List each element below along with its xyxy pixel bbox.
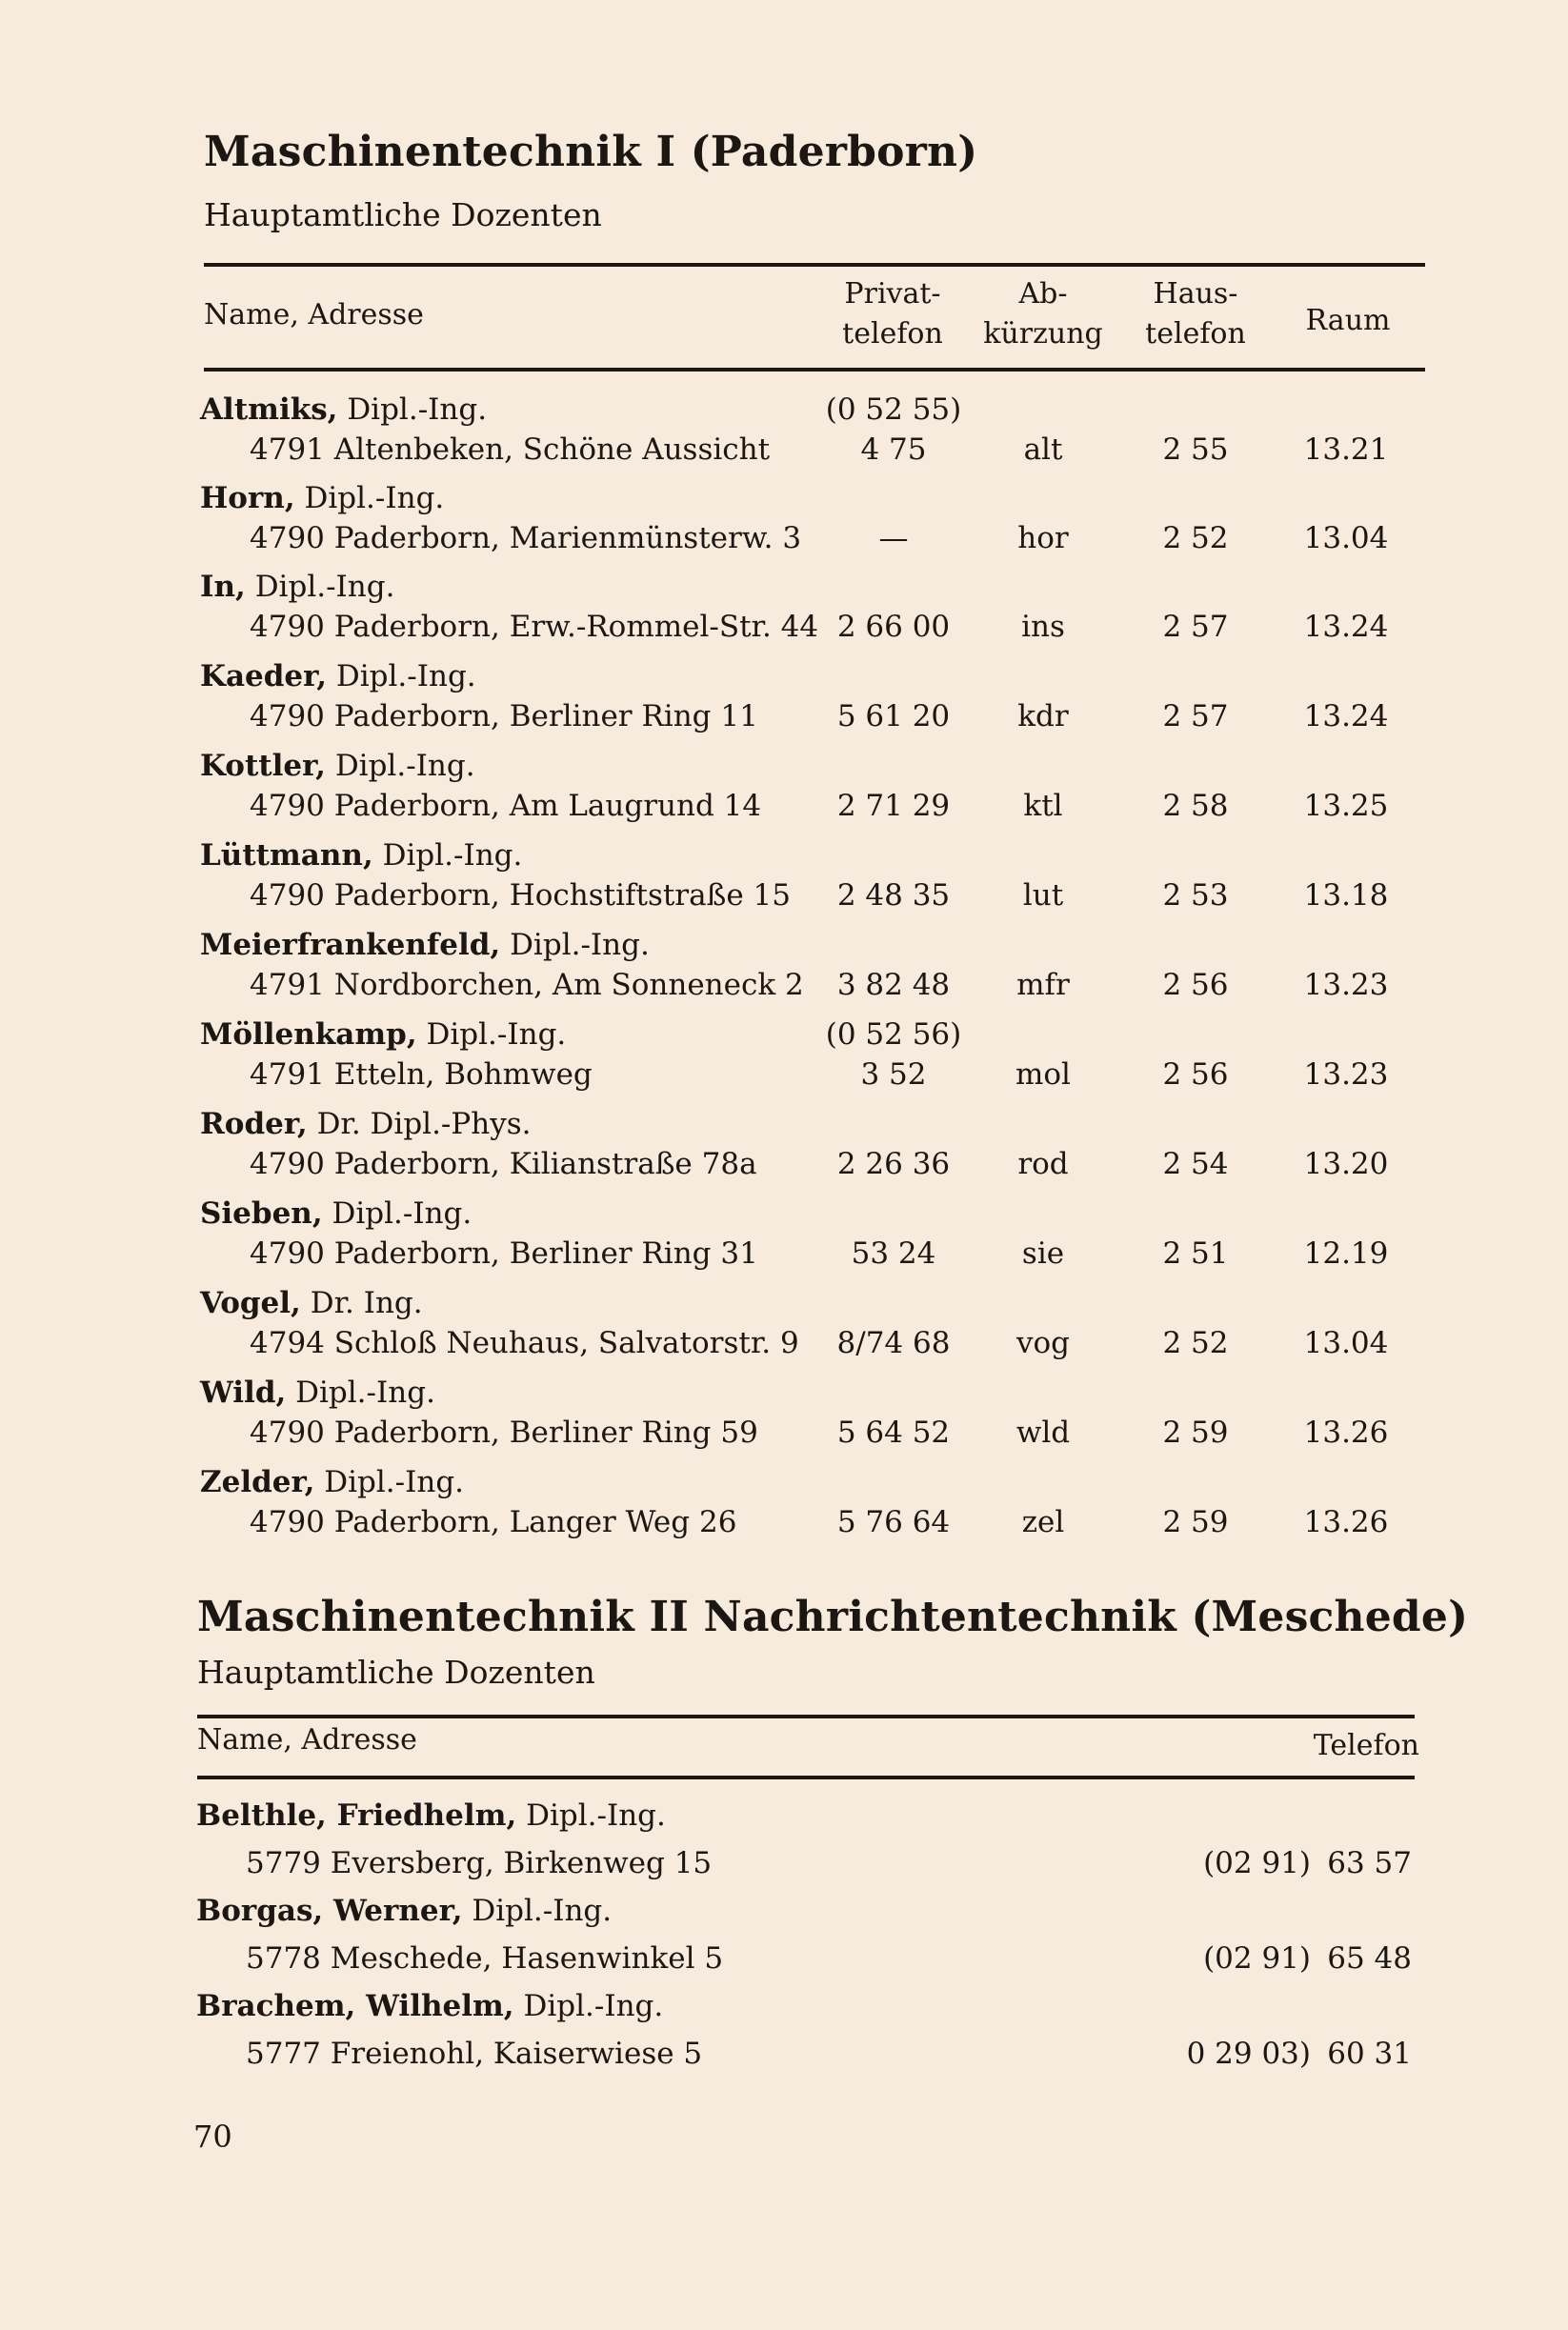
area-code: (0 52 55) xyxy=(825,392,962,427)
header-name-address: Name, Adresse xyxy=(204,298,424,331)
phone: 65 48 xyxy=(1327,1941,1412,1976)
table-row xyxy=(0,1465,1568,1555)
person-title: Dipl.-Ing. xyxy=(526,1798,666,1833)
table-row xyxy=(0,1196,1568,1286)
private-phone: 53 24 xyxy=(851,1236,936,1271)
private-phone: 2 48 35 xyxy=(836,878,951,913)
room: 13.26 xyxy=(1303,1416,1389,1450)
house-phone: 2 51 xyxy=(1162,1236,1229,1271)
abbreviation: mfr xyxy=(1016,968,1070,1002)
header-abk-2: kürzung xyxy=(983,317,1103,351)
house-phone: 2 53 xyxy=(1162,878,1229,913)
name-line xyxy=(200,1465,464,1499)
person-address: 4790 Paderborn, Hochstiftstraße 15 xyxy=(250,878,791,913)
name-line xyxy=(200,838,522,873)
name-line xyxy=(200,749,475,783)
section2-header-name-address: Name, Adresse xyxy=(197,1723,417,1757)
name-line xyxy=(200,659,476,693)
section2-title: Maschinentechnik II Nachrichtentechnik (Meschede) xyxy=(197,1593,1469,1641)
section1-header-rule xyxy=(204,368,1425,372)
person-name: Vogel, xyxy=(200,1286,301,1320)
abbreviation: rod xyxy=(1017,1147,1069,1181)
person-name: Roder, xyxy=(200,1107,308,1141)
person-address: 5779 Eversberg, Birkenweg 15 xyxy=(246,1846,713,1880)
name-line xyxy=(200,392,487,427)
person-title: Dipl.-Ing. xyxy=(324,1465,465,1499)
room: 13.20 xyxy=(1303,1147,1389,1181)
abbreviation: alt xyxy=(1023,432,1063,467)
person-title: Dipl.-Ing. xyxy=(254,570,395,604)
house-phone: 2 57 xyxy=(1162,610,1229,644)
name-line xyxy=(200,928,650,962)
name-line xyxy=(200,1196,472,1231)
house-phone: 2 55 xyxy=(1162,432,1229,467)
private-phone: 5 64 52 xyxy=(836,1416,951,1450)
person-name: Altmiks, xyxy=(200,392,338,427)
person-name: Brachem, Wilhelm, xyxy=(196,1989,514,2023)
room: 13.04 xyxy=(1303,521,1389,555)
name-line xyxy=(196,1989,663,2023)
private-phone: 2 71 29 xyxy=(836,789,951,823)
person-name: Zelder, xyxy=(200,1465,315,1499)
room: 12.19 xyxy=(1303,1236,1389,1271)
name-line xyxy=(200,1107,532,1141)
page-number: 70 xyxy=(193,2119,232,2155)
table-row xyxy=(0,1989,1568,2079)
abbreviation: wld xyxy=(1015,1416,1071,1450)
house-phone: 2 54 xyxy=(1162,1147,1229,1181)
table-row xyxy=(0,1376,1568,1465)
house-phone: 2 56 xyxy=(1162,1057,1229,1092)
person-name: Kaeder, xyxy=(200,659,328,693)
room: 13.23 xyxy=(1303,968,1389,1002)
person-name: Kottler, xyxy=(200,749,326,783)
person-title: Dipl.-Ing. xyxy=(347,392,488,427)
house-phone: 2 59 xyxy=(1162,1505,1229,1539)
person-address: 4790 Paderborn, Berliner Ring 11 xyxy=(250,699,758,733)
abbreviation: mol xyxy=(1015,1057,1071,1092)
person-address: 4791 Altenbeken, Schöne Aussicht xyxy=(250,432,771,467)
name-line xyxy=(196,1894,612,1928)
section2-header-phone: Telefon xyxy=(1313,1729,1419,1762)
abbreviation: vog xyxy=(1015,1326,1071,1360)
header-abk-1: Ab- xyxy=(1018,277,1068,311)
abbreviation: lut xyxy=(1022,878,1064,913)
person-title: Dipl.-Ing. xyxy=(295,1376,435,1410)
abbreviation: ins xyxy=(1021,610,1065,644)
house-phone: 2 52 xyxy=(1162,1326,1229,1360)
person-address: 4790 Paderborn, Kilianstraße 78a xyxy=(250,1147,757,1181)
person-title: Dipl.-Ing. xyxy=(334,749,475,783)
section2-header-rule xyxy=(197,1776,1415,1779)
person-title: Dipl.-Ing. xyxy=(472,1894,613,1928)
section2-top-rule xyxy=(197,1715,1415,1718)
person-address: 4790 Paderborn, Marienmünsterw. 3 xyxy=(250,521,802,555)
house-phone: 2 59 xyxy=(1162,1416,1229,1450)
person-title: Dr. Dipl.-Phys. xyxy=(316,1107,532,1141)
section2-subtitle: Hauptamtliche Dozenten xyxy=(197,1654,595,1691)
person-name: Borgas, Werner, xyxy=(196,1894,463,1928)
private-phone: 5 76 64 xyxy=(836,1505,951,1539)
person-name: Lüttmann, xyxy=(200,838,373,873)
table-row xyxy=(0,1286,1568,1376)
name-line xyxy=(200,481,444,515)
section1-top-rule xyxy=(204,263,1425,267)
person-address: 5777 Freienohl, Kaiserwiese 5 xyxy=(246,2037,703,2071)
house-phone: 2 57 xyxy=(1162,699,1229,733)
private-phone: 3 82 48 xyxy=(836,968,951,1002)
person-title: Dipl.-Ing. xyxy=(335,659,476,693)
room: 13.26 xyxy=(1303,1505,1389,1539)
private-phone: 8/74 68 xyxy=(836,1326,951,1360)
abbreviation: kdr xyxy=(1017,699,1069,733)
room: 13.24 xyxy=(1303,610,1389,644)
private-phone: 4 75 xyxy=(860,432,927,467)
room: 13.18 xyxy=(1303,878,1389,913)
table-row xyxy=(0,1798,1568,1888)
table-row xyxy=(0,1017,1568,1107)
person-name: Wild, xyxy=(200,1376,287,1410)
person-name: Meierfrankenfeld, xyxy=(200,928,501,962)
private-phone: 5 61 20 xyxy=(836,699,951,733)
name-line xyxy=(200,1376,435,1410)
abbreviation: sie xyxy=(1021,1236,1065,1271)
header-haus-2: telefon xyxy=(1145,317,1246,351)
person-title: Dipl.-Ing. xyxy=(304,481,445,515)
header-privat-2: telefon xyxy=(842,317,943,351)
house-phone: 2 56 xyxy=(1162,968,1229,1002)
name-line xyxy=(200,570,394,604)
person-title: Dr. Ing. xyxy=(310,1286,423,1320)
phone: 63 57 xyxy=(1327,1846,1412,1880)
section1-subtitle: Hauptamtliche Dozenten xyxy=(204,196,602,233)
name-line xyxy=(200,1017,566,1052)
person-title: Dipl.-Ing. xyxy=(523,1989,664,2023)
person-title: Dipl.-Ing. xyxy=(382,838,523,873)
house-phone: 2 58 xyxy=(1162,789,1229,823)
room: 13.24 xyxy=(1303,699,1389,733)
person-name: Horn, xyxy=(200,481,295,515)
person-address: 4790 Paderborn, Langer Weg 26 xyxy=(250,1505,737,1539)
person-address: 5778 Meschede, Hasenwinkel 5 xyxy=(246,1941,724,1976)
area-code: 0 29 03) xyxy=(1186,2037,1311,2071)
room: 13.04 xyxy=(1303,1326,1389,1360)
person-name: Sieben, xyxy=(200,1196,323,1231)
name-line xyxy=(196,1798,666,1833)
person-address: 4790 Paderborn, Erw.-Rommel-Str. 44 xyxy=(250,610,819,644)
person-address: 4794 Schloß Neuhaus, Salvatorstr. 9 xyxy=(250,1326,799,1360)
room: 13.21 xyxy=(1303,432,1389,467)
table-row xyxy=(0,481,1568,571)
person-address: 4791 Etteln, Bohmweg xyxy=(250,1057,593,1092)
table-row xyxy=(0,1894,1568,1983)
area-code: (02 91) xyxy=(1203,1846,1311,1880)
person-title: Dipl.-Ing. xyxy=(426,1017,567,1052)
table-row xyxy=(0,928,1568,1017)
header-privat-1: Privat- xyxy=(844,277,941,311)
header-raum: Raum xyxy=(1305,304,1391,337)
person-name: Belthle, Friedhelm, xyxy=(196,1798,517,1833)
area-code: (02 91) xyxy=(1203,1941,1311,1976)
abbreviation: hor xyxy=(1017,521,1069,555)
table-row xyxy=(0,392,1568,482)
table-row xyxy=(0,659,1568,749)
area-code: (0 52 56) xyxy=(825,1017,962,1052)
private-phone: — xyxy=(878,521,909,555)
person-address: 4790 Paderborn, Berliner Ring 31 xyxy=(250,1236,758,1271)
abbreviation: zel xyxy=(1021,1505,1065,1539)
name-line xyxy=(200,1286,423,1320)
table-row xyxy=(0,838,1568,928)
person-address: 4790 Paderborn, Am Laugrund 14 xyxy=(250,789,762,823)
phone: 60 31 xyxy=(1327,2037,1412,2071)
person-title: Dipl.-Ing. xyxy=(510,928,650,962)
room: 13.23 xyxy=(1303,1057,1389,1092)
person-name: In, xyxy=(200,570,246,604)
section1-title: Maschinentechnik I (Paderborn) xyxy=(204,128,978,176)
person-name: Möllenkamp, xyxy=(200,1017,417,1052)
person-title: Dipl.-Ing. xyxy=(332,1196,472,1231)
house-phone: 2 52 xyxy=(1162,521,1229,555)
table-row xyxy=(0,1107,1568,1196)
room: 13.25 xyxy=(1303,789,1389,823)
table-row xyxy=(0,749,1568,838)
person-address: 4790 Paderborn, Berliner Ring 59 xyxy=(250,1416,758,1450)
abbreviation: ktl xyxy=(1023,789,1063,823)
private-phone: 2 26 36 xyxy=(836,1147,951,1181)
private-phone: 2 66 00 xyxy=(836,610,951,644)
table-row xyxy=(0,570,1568,659)
header-haus-1: Haus- xyxy=(1153,277,1238,311)
private-phone: 3 52 xyxy=(860,1057,927,1092)
person-address: 4791 Nordborchen, Am Sonneneck 2 xyxy=(250,968,804,1002)
